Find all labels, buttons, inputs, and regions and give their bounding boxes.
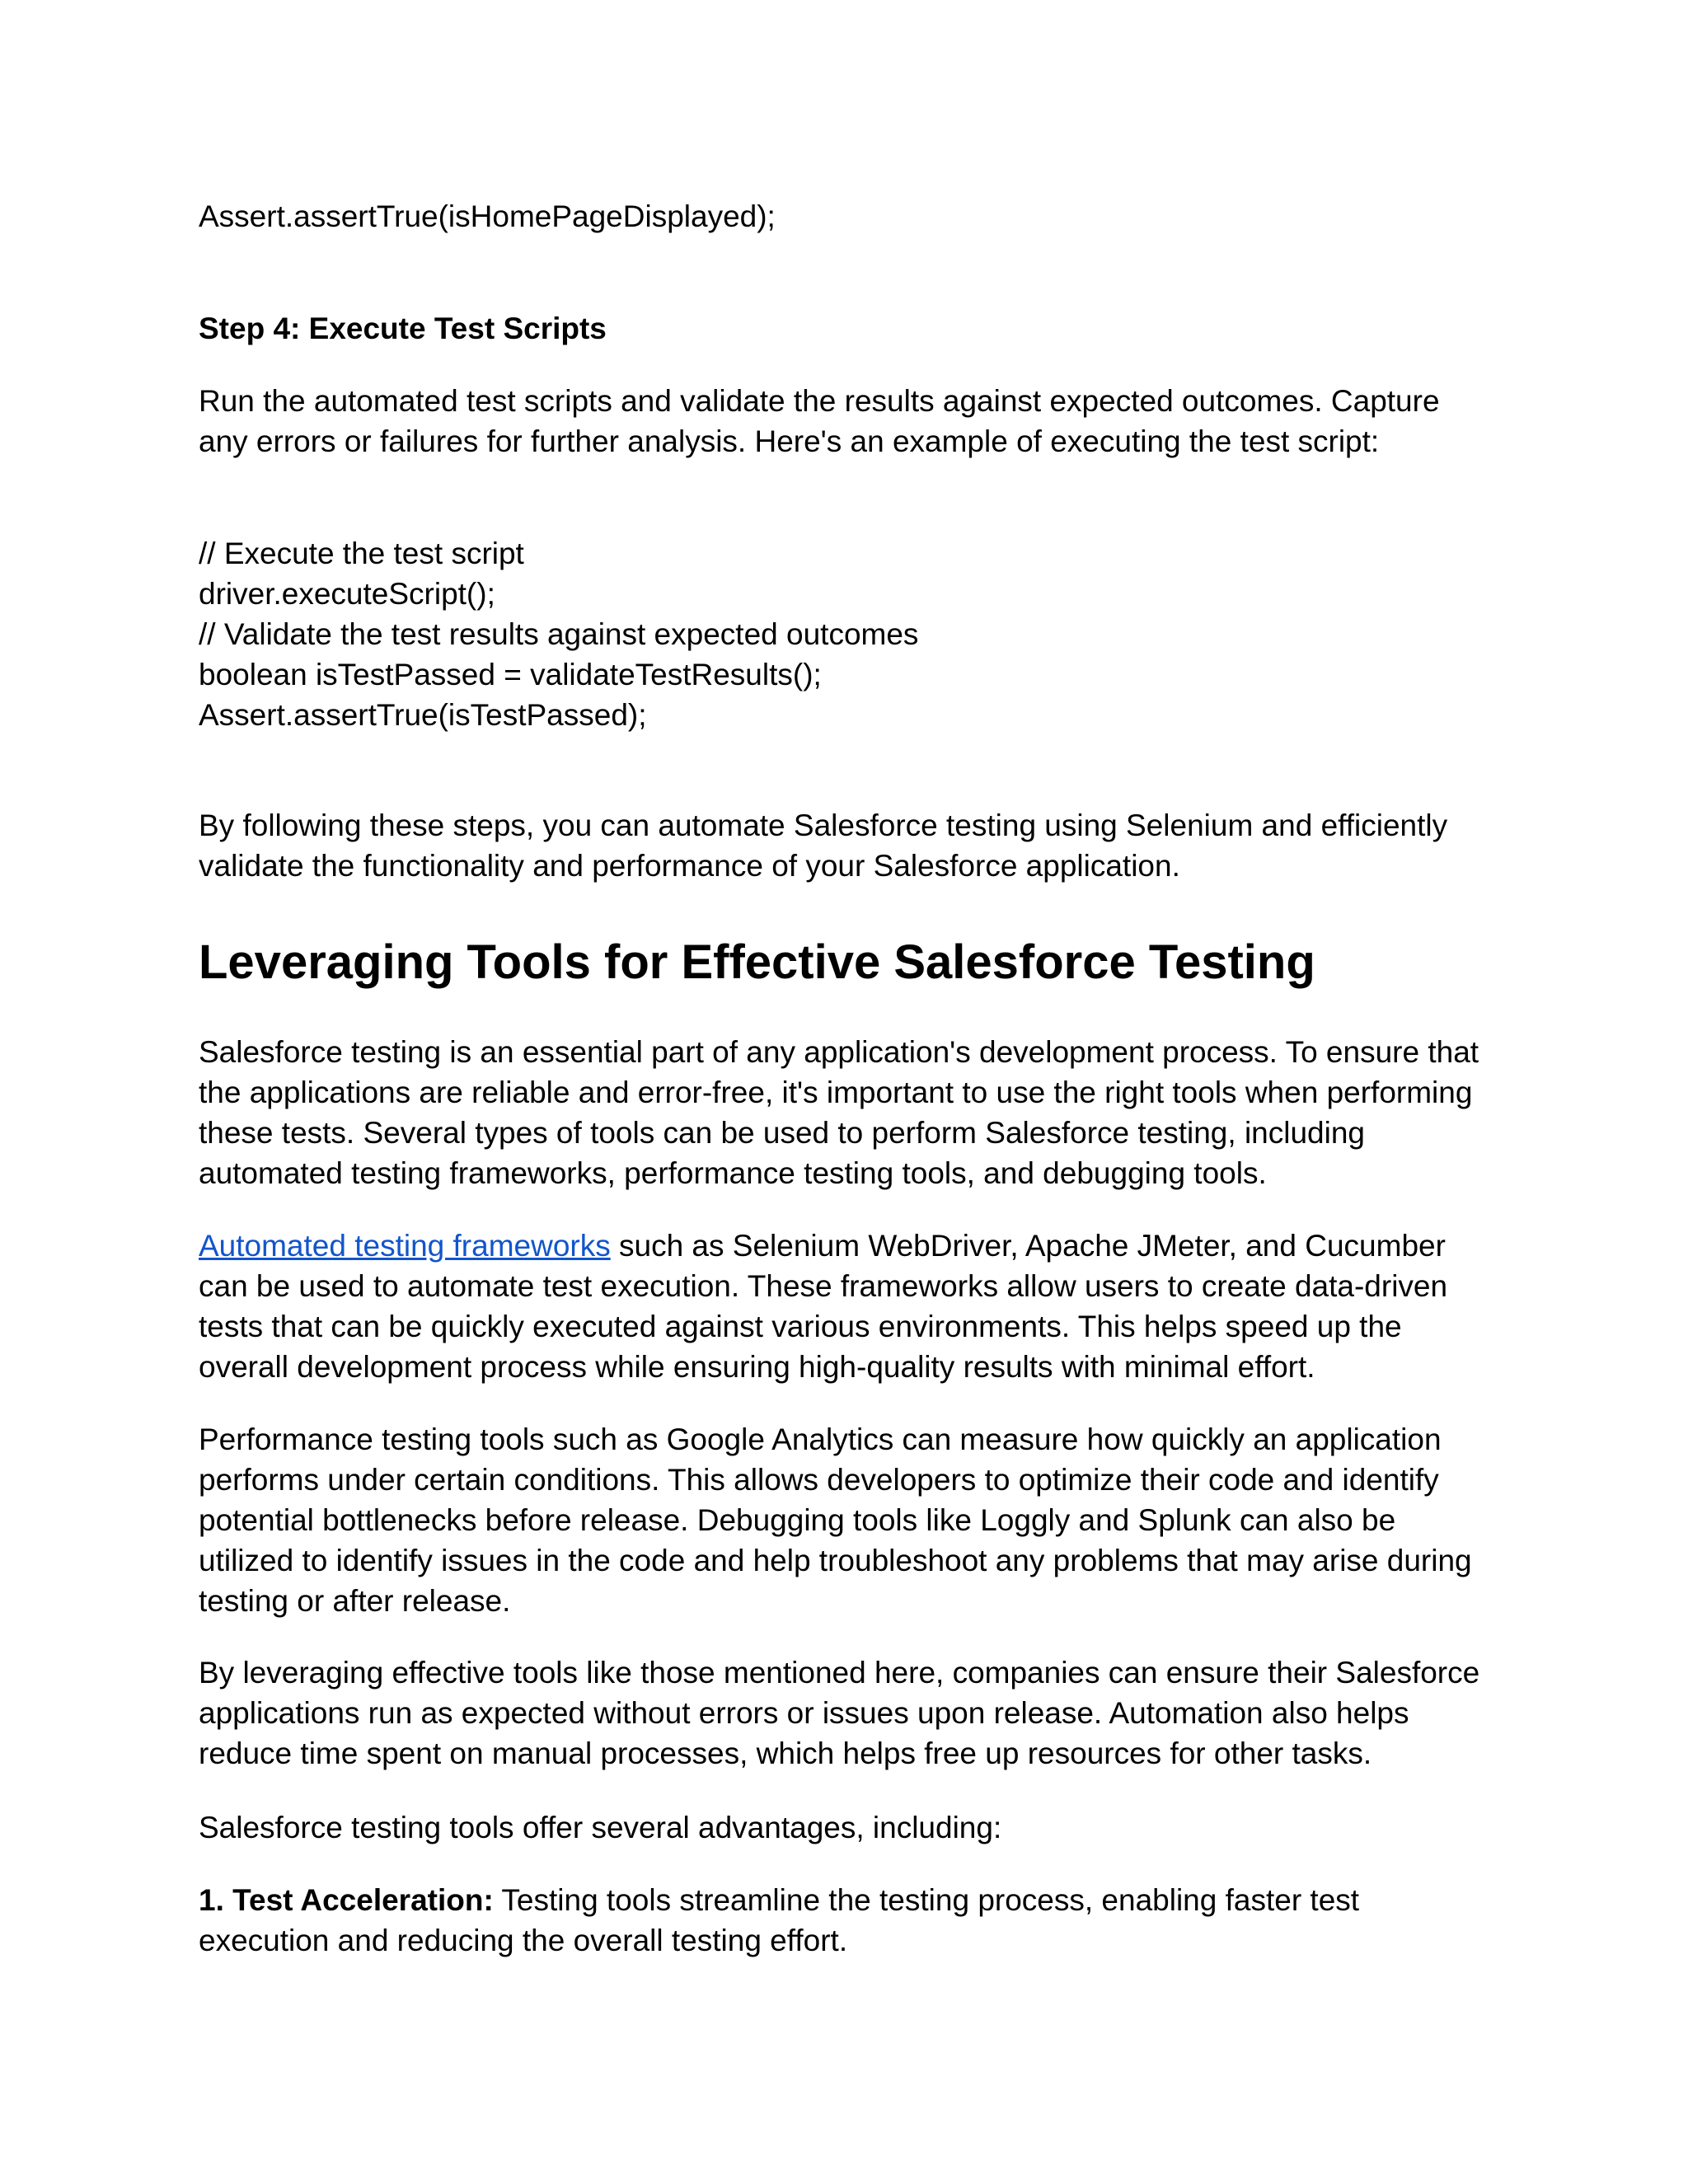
paragraph-line: utilized to identify issues in the code and help troubleshoot any problems that may arise during: [199, 1544, 1472, 1577]
paragraph-line-with-link: [199, 1226, 1447, 1266]
paragraph-line: automated testing frameworks, performance testing tools, and debugging tools.: [199, 1156, 1267, 1190]
paragraph-line: tests that can be quickly executed against various environments. This helps speed up the: [199, 1310, 1402, 1343]
advantage-item-line-2: execution and reducing the overall testing effort.: [199, 1924, 848, 1957]
step4-heading: Step 4: Execute Test Scripts: [199, 312, 607, 345]
code-line: driver.executeScript();: [199, 577, 495, 611]
code-line-assert-homepage: Assert.assertTrue(isHomePageDisplayed);: [199, 199, 776, 233]
paragraph-line: applications run as expected without errors or issues upon release. Automation also helps: [199, 1696, 1409, 1730]
advantage-item-1: [199, 1880, 1359, 1961]
code-line: boolean isTestPassed = validateTestResults();: [199, 658, 822, 691]
advantage-item-line-1: [199, 1880, 1359, 1920]
paragraph-line: potential bottlenecks before release. Debugging tools like Loggly and Splunk can also be: [199, 1503, 1396, 1537]
section-paragraph-5: Salesforce testing tools offer several advantages, including:: [199, 1811, 1002, 1844]
code-line: // Execute the test script: [199, 537, 524, 570]
code-line: Assert.assertTrue(isTestPassed);: [199, 698, 647, 732]
advantage-item-text: Testing tools streamline the testing process, enabling faster test: [493, 1883, 1360, 1917]
paragraph-line: By leveraging effective tools like those mentioned here, companies can ensure their Salesforce: [199, 1656, 1480, 1690]
summary-paragraph: [199, 805, 1447, 886]
paragraph-line: testing or after release.: [199, 1584, 511, 1618]
section-paragraph-4: [199, 1652, 1479, 1774]
section-paragraph-1: [199, 1032, 1479, 1193]
paragraph-line: these tests. Several types of tools can be used to perform Salesforce testing, including: [199, 1116, 1365, 1150]
paragraph-line: reduce time spent on manual processes, which helps free up resources for other tasks.: [199, 1736, 1372, 1770]
paragraph-line: the applications are reliable and error-free, it's important to use the right tools when performing: [199, 1076, 1473, 1109]
paragraph-line-rest: such as Selenium WebDriver, Apache JMeter, and Cucumber: [610, 1229, 1446, 1263]
step4-intro: [199, 381, 1484, 462]
summary-line-1: By following these steps, you can automate Salesforce testing using Selenium and efficiently: [199, 808, 1448, 842]
section-paragraph-2: [199, 1226, 1447, 1387]
summary-line-2: validate the functionality and performance of your Salesforce application.: [199, 849, 1180, 883]
automated-testing-frameworks-link[interactable]: Automated testing frameworks: [199, 1229, 611, 1263]
section-paragraph-3: [199, 1419, 1472, 1621]
advantage-item-label: 1. Test Acceleration:: [199, 1883, 494, 1917]
paragraph-line: performs under certain conditions. This allows developers to optimize their code and identify: [199, 1463, 1439, 1497]
code-line: // Validate the test results against expected outcomes: [199, 617, 919, 651]
step4-intro-line-2: any errors or failures for further analysis. Here's an example of executing the test script:: [199, 424, 1380, 458]
paragraph-line: Salesforce testing is an essential part of any application's development process. To ensure that: [199, 1035, 1479, 1069]
paragraph-line: overall development process while ensuring high-quality results with minimal effort.: [199, 1350, 1315, 1384]
section-title: Leveraging Tools for Effective Salesforce Testing: [199, 935, 1315, 989]
paragraph-line: can be used to automate test execution. These frameworks allow users to create data-driven: [199, 1269, 1448, 1303]
step4-intro-line-1: Run the automated test scripts and validate the results against expected outcomes. Capture: [199, 384, 1440, 418]
code-block: [199, 533, 918, 735]
paragraph-line: Performance testing tools such as Google Analytics can measure how quickly an application: [199, 1422, 1442, 1456]
